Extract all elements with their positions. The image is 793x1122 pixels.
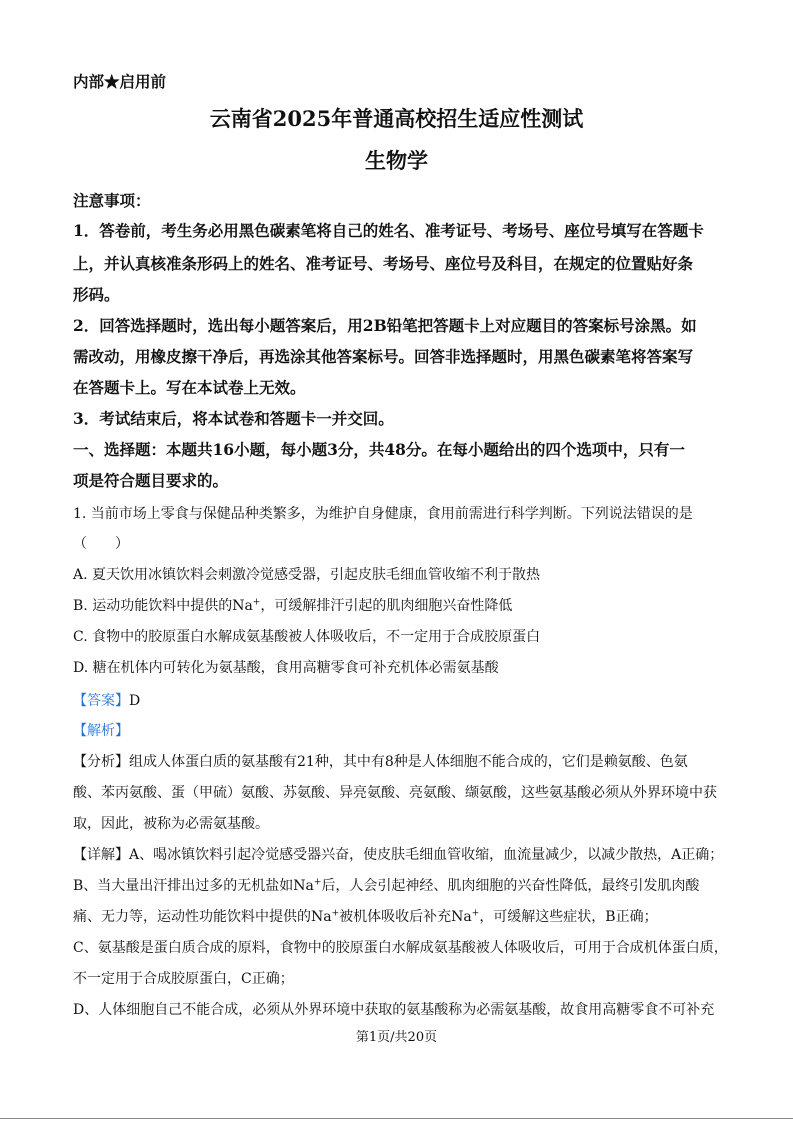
fenxi-line2: 酸、苯丙氨酸、蛋（甲硫）氨酸、苏氨酸、异亮氨酸、亮氨酸、缬氨酸，这些氨基酸必须从外界环境中获 bbox=[73, 785, 717, 801]
q1-stem: 1. 当前市场上零食与保健品种类繁多，为维护自身健康，食用前需进行科学判断。下列说法错误的是 bbox=[73, 506, 693, 522]
sup-plus: + bbox=[313, 877, 322, 888]
q1-option-a: A. 夏天饮用冰镇饮料会刺激冷觉感受器，引起皮肤毛细血管收缩不利于散热 bbox=[73, 567, 541, 583]
answer-tag: 【答案】 bbox=[73, 693, 129, 709]
q1-answer bbox=[73, 692, 140, 710]
secret-label: 内部★启用前 bbox=[73, 72, 167, 91]
detail-line-c1: C、氨基酸是蛋白质合成的原料，食物中的胶原蛋白水解成氨基酸被人体吸收后，可用于合成机体蛋白质， bbox=[73, 940, 728, 956]
bottom-rule bbox=[0, 1118, 793, 1119]
detail-line-d1: D、人体细胞自己不能合成，必须从外界环境中获取的氨基酸称为必需氨基酸，故食用高糖零食不可补充 bbox=[73, 1002, 715, 1018]
q1-blank: （ ） bbox=[73, 536, 129, 552]
fenxi-line3: 取，因此，被称为必需氨基酸。 bbox=[73, 816, 269, 832]
section1-line2: 项是符合题目要求的。 bbox=[73, 471, 229, 490]
exam-title: 云南省2025年普通高校招生适应性测试 bbox=[209, 106, 584, 131]
notice-item2-line1: 2．回答选择题时，选出每小题答案后，用2B铅笔把答题卡上对应题目的答案标号涂黑。如 bbox=[73, 316, 697, 335]
detail-b2-pre: 痛、无力等，运动性功能饮料中提供的Na bbox=[73, 909, 332, 925]
q1-option-b-post: ，可缓解排汗引起的肌肉细胞兴奋性降低 bbox=[260, 598, 513, 614]
notice-heading: 注意事项： bbox=[73, 191, 151, 210]
subject-title: 生物学 bbox=[365, 148, 428, 173]
detail-line-a: 【详解】A、喝冰镇饮料引起冷觉感受器兴奋，使皮肤毛细血管收缩，血流量减少，以减少散热，A正确； bbox=[73, 847, 724, 863]
notice-item3: 3．考试结束后，将本试卷和答题卡一并交回。 bbox=[73, 409, 394, 428]
detail-b2-mid: 被机体吸收后补充Na bbox=[339, 909, 472, 925]
section1-line1: 一、选择题：本题共16小题，每小题3分，共48分。在每小题给出的四个选项中，只有一 bbox=[73, 440, 685, 459]
analysis-tag: 【解析】 bbox=[73, 723, 129, 739]
detail-line-c2: 不一定用于合成胶原蛋白，C正确； bbox=[73, 971, 294, 987]
notice-item2-line2: 需改动，用橡皮擦干净后，再选涂其他答案标号。回答非选择题时，用黑色碳素笔将答案写 bbox=[73, 347, 694, 366]
page-number: 第1页/共20页 bbox=[355, 1030, 438, 1045]
detail-b2-post: ，可缓解这些症状，B正确； bbox=[479, 909, 658, 925]
detail-b1-post: 后，人会引起神经、肌肉细胞的兴奋性降低，最终引发肌肉酸 bbox=[321, 878, 700, 894]
detail-line-b2 bbox=[73, 908, 658, 926]
notice-item1-line2: 上，并认真核准条形码上的姓名、准考证号、考场号、座位号及科目，在规定的位置贴好条 bbox=[73, 254, 694, 273]
sup-plus: + bbox=[331, 908, 340, 919]
q1-option-b-pre: B. 运动功能饮料中提供的Na bbox=[73, 598, 253, 614]
notice-item2-line3: 在答题卡上。写在本试卷上无效。 bbox=[73, 378, 306, 397]
q1-option-d: D. 糖在机体内可转化为氨基酸，食用高糖零食可补充机体必需氨基酸 bbox=[73, 660, 499, 676]
sup-plus: + bbox=[252, 597, 261, 608]
notice-item1-line3: 形码。 bbox=[73, 285, 120, 304]
answer-value: D bbox=[129, 693, 141, 709]
notice-item1-line1: 1．答卷前，考生务必用黑色碳素笔将自己的姓名、准考证号、考场号、座位号填写在答题卡 bbox=[73, 221, 704, 240]
sup-plus: + bbox=[471, 908, 480, 919]
q1-option-b bbox=[73, 597, 512, 615]
q1-option-c: C. 食物中的胶原蛋白水解成氨基酸被人体吸收后，不一定用于合成胶原蛋白 bbox=[73, 629, 541, 645]
detail-line-b1 bbox=[73, 877, 699, 895]
detail-b1-pre: B、当大量出汗排出过多的无机盐如Na bbox=[73, 878, 314, 894]
fenxi-line1: 【分析】组成人体蛋白质的氨基酸有21种，其中有8种是人体细胞不能合成的，它们是赖氨酸、色氨 bbox=[73, 754, 688, 770]
